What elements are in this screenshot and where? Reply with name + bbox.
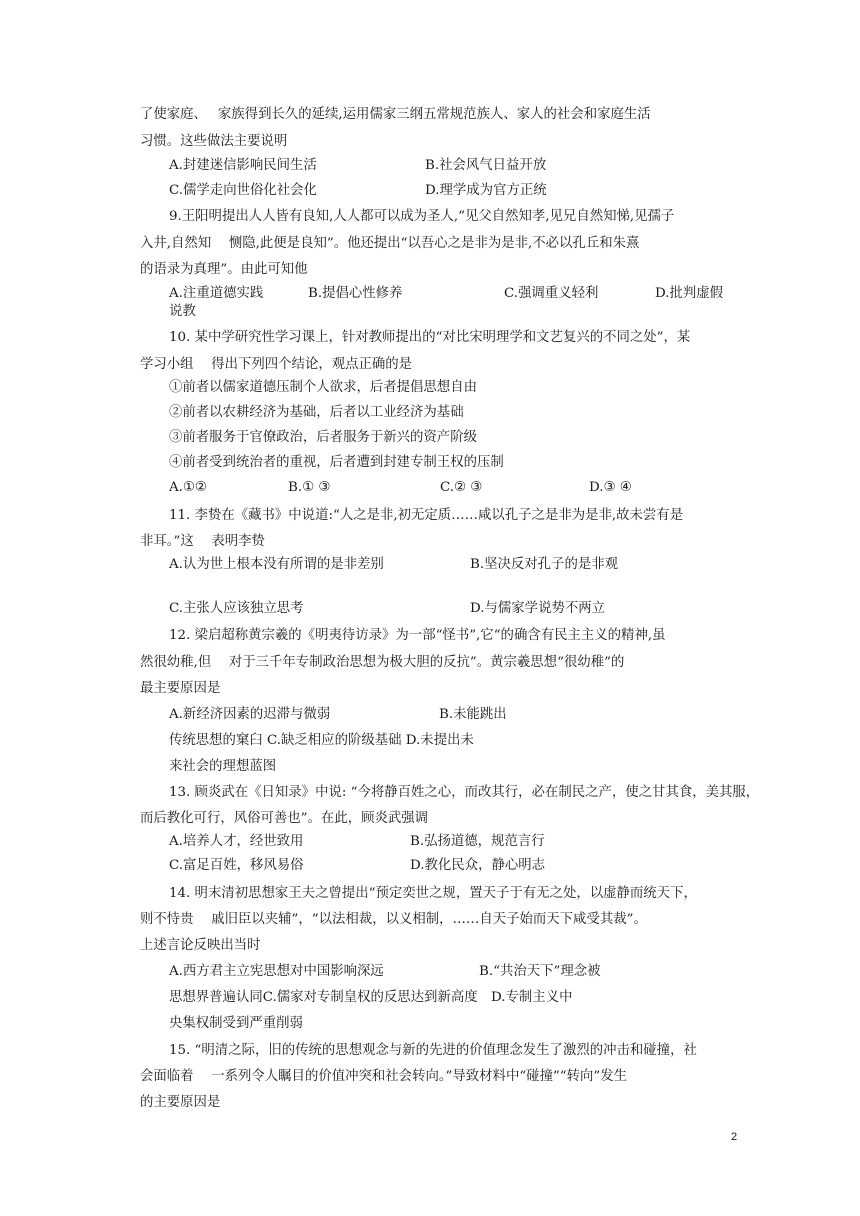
q14-option-b: B.“共治天下”理念被 — [479, 964, 601, 979]
q9-option-c: C.强调重义轻利 — [504, 286, 599, 301]
q9-option-d-continued: 说教 — [169, 304, 196, 319]
q11-option-d: D.与儒家学说势不两立 — [470, 601, 606, 616]
q14-options-line: 思想界普遍认同C.儒家对专制皇权的反思达到新高度 D.专制主义中 — [169, 990, 573, 1005]
q12-options-line: 传统思想的窠臼 C.缺乏相应的阶级基础 D.未提出未 — [169, 733, 474, 748]
q10-option-c: C.② ③ — [440, 480, 483, 495]
q10-stem-line-2: 学习小组 得出下列四个结论，观点正确的是 — [140, 357, 413, 372]
q12-options-line-continued: 来社会的理想蓝图 — [169, 759, 277, 774]
q15-stem-line-1: 15. “明清之际，旧的传统的思想观念与新的先进的价值理念发生了激烈的冲击和碰撞，社 — [169, 1043, 697, 1058]
q9-option-d: D.批判虚假 — [655, 286, 724, 301]
q15-stem-line-2: 会面临着 一系列令人瞩目的价值冲突和社会转向。”导致材料中“碰撞”“转向”发生 — [140, 1069, 628, 1084]
q9-stem-line-3: 的语录为真理”。由此可知他 — [140, 262, 308, 277]
q14-stem-line-1: 14. 明末清初思想家王夫之曾提出“预定奕世之规，置天子于有无之处，以虚静而统天下， — [169, 886, 697, 901]
q13-option-b: B.弘扬道德，规范言行 — [410, 834, 545, 849]
q9-option-b: B.提倡心性修养 — [308, 286, 403, 301]
q10-option-a: A.①② — [169, 480, 207, 495]
q9-stem-line-2: 入井,自然知 恻隐,此便是良知”。他还提出“以吾心之是非为是非,不必以孔丘和朱熹 — [140, 236, 640, 251]
q14-stem-line-3: 上述言论反映出当时 — [140, 938, 261, 953]
q8-option-d: D.理学成为官方正统 — [425, 183, 547, 198]
q15-stem-line-3: 的主要原因是 — [140, 1095, 221, 1110]
q12-option-b: B.未能跳出 — [439, 707, 507, 722]
q12-stem-line-2: 然很幼稚,但 对于三千年专制政治思想为极大胆的反抗”。黄宗羲思想“很幼稚”的 — [140, 655, 625, 670]
q8-stem-line-2: 习惯。这些做法主要说明 — [140, 134, 288, 149]
q14-options-line-continued: 央集权制受到严重削弱 — [169, 1016, 303, 1031]
q11-option-b: B.坚决反对孔子的是非观 — [470, 557, 619, 572]
q13-option-c: C.富足百姓，移风易俗 — [169, 858, 304, 873]
q10-statement-2: ②前者以农耕经济为基础，后者以工业经济为基础 — [169, 405, 464, 420]
q11-option-c: C.主张人应该独立思考 — [169, 601, 304, 616]
q8-option-b: B.社会风气日益开放 — [425, 158, 547, 173]
q12-stem-line-3: 最主要原因是 — [140, 681, 221, 696]
q10-statement-3: ③前者服务于官僚政治，后者服务于新兴的资产阶级 — [169, 430, 477, 445]
q10-option-d: D.③ ④ — [589, 480, 632, 495]
q8-option-a: A.封建迷信影响民间生活 — [169, 158, 317, 173]
q13-stem-line-2: 而后教化可行，风俗可善也”。在此，顾炎武强调 — [140, 811, 429, 826]
q9-option-a: A.注重道德实践 — [169, 286, 264, 301]
q12-option-a: A.新经济因素的迟滞与微弱 — [169, 707, 331, 722]
q13-option-a: A.培养人才，经世致用 — [169, 834, 304, 849]
q8-stem-line-1: 了使家庭、 家族得到长久的延续,运用儒家三纲五常规范族人、家人的社会和家庭生活 — [140, 107, 651, 122]
q10-stem-line-1: 10. 某中学研究性学习课上，针对教师提出的“对比宋明理学和文艺复兴的不同之处”，某 — [169, 330, 691, 345]
q11-stem-line-2: 非耳。”这 表明李贽 — [140, 534, 265, 549]
q13-stem-line-1: 13. 顾炎武在《日知录》中说: “今将静百姓之心，而改其行，必在制民之产，使之甘其食，美其服， — [169, 785, 760, 800]
q11-stem-line-1: 11. 李贽在《藏书》中说道:“人之是非,初无定质……咸以孔子之是非为是非,故未尝有是 — [169, 508, 684, 523]
q10-option-b: B.① ③ — [288, 480, 331, 495]
q14-stem-line-2: 则不恃贵 戚旧臣以夹辅”，“以法相裁，以义相制，……自天子始而天下咸受其裁”。 — [140, 912, 647, 927]
page-number: 2 — [731, 1131, 738, 1143]
q10-statement-4: ④前者受到统治者的重视，后者遭到封建专制王权的压制 — [169, 455, 504, 470]
q9-stem-line-1: 9.王阳明提出人人皆有良知,人人都可以成为圣人,“见父自然知孝,见兄自然知悌,见孺子 — [169, 209, 675, 224]
q11-option-a: A.认为世上根本没有所谓的是非差别 — [169, 557, 384, 572]
q14-option-a: A.西方君主立宪思想对中国影响深远 — [169, 964, 384, 979]
q12-stem-line-1: 12. 梁启超称黄宗羲的《明夷待访录》为一部“怪书”,它“的确含有民主主义的精神,虽 — [169, 628, 666, 643]
q8-option-c: C.儒学走向世俗化社会化 — [169, 183, 317, 198]
q10-statement-1: ①前者以儒家道德压制个人欲求，后者提倡思想自由 — [169, 380, 477, 395]
q13-option-d: D.教化民众，静心明志 — [410, 858, 546, 873]
